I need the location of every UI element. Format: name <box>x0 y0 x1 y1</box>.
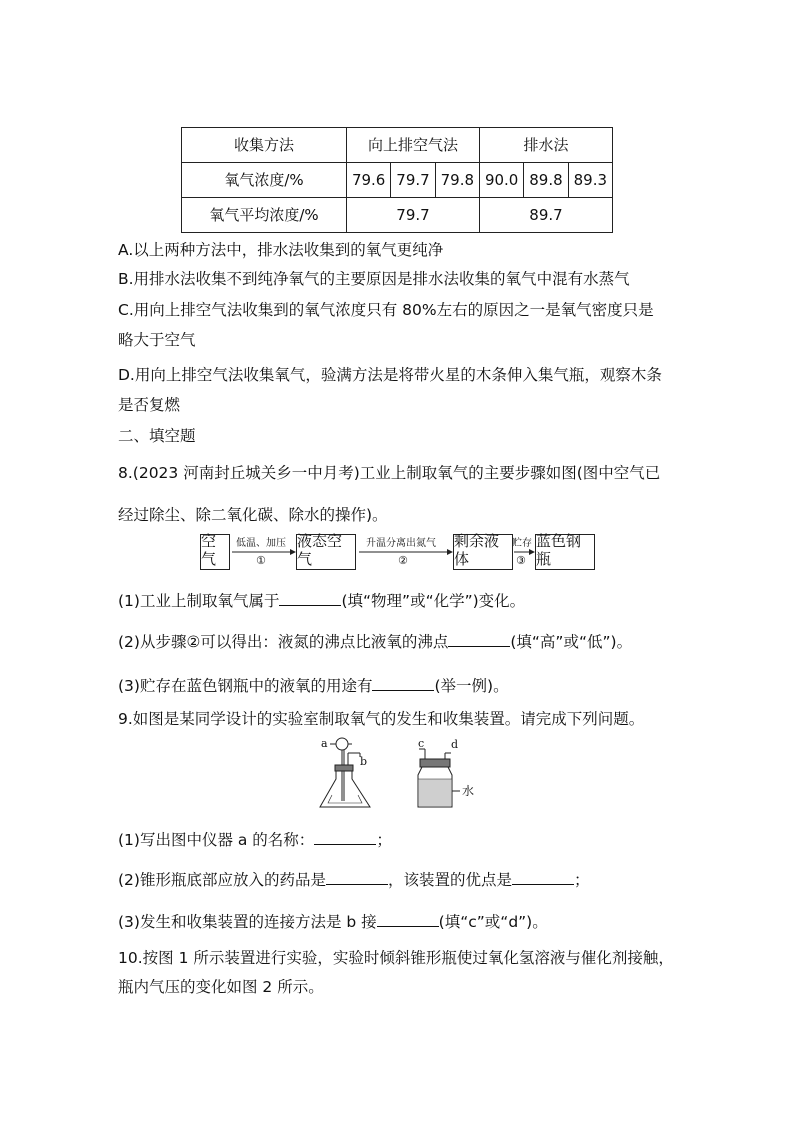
q9-part2: (2)锥形瓶底部应放入的药品是 ，该装置的优点是 ； <box>118 871 590 889</box>
option-a: A.以上两种方法中，排水法收集到的氧气更纯净 <box>118 241 444 259</box>
header-method: 收集方法 <box>182 128 347 163</box>
answer-blank[interactable] <box>377 912 439 927</box>
flow-box-steel-cylinder: 蓝色钢瓶 <box>535 534 595 570</box>
q8-part1: (1)工业上制取氧气属于 (填“物理”或“化学”)变化。 <box>118 592 526 610</box>
q9-part1: (1)写出图中仪器 a 的名称： ； <box>118 831 392 849</box>
label-a: a <box>321 737 328 750</box>
option-d-line2: 是否复燃 <box>118 396 181 414</box>
label-d: d <box>451 738 459 751</box>
lab-apparatus-diagram <box>318 735 488 811</box>
table-cell: 89.7 <box>479 198 612 233</box>
flow-step-1: ① <box>256 554 266 567</box>
row-label: 氧气平均浓度/% <box>182 198 347 233</box>
answer-blank[interactable] <box>512 870 574 885</box>
label-c: c <box>418 737 425 750</box>
answer-blank[interactable] <box>448 632 510 647</box>
q8-part3: (3)贮存在蓝色钢瓶中的液氧的用途有 (举一例)。 <box>118 677 509 695</box>
oxygen-concentration-table <box>181 127 613 233</box>
answer-blank[interactable] <box>279 591 341 606</box>
table-cell: 79.8 <box>435 163 479 198</box>
flow-step-3: ③ <box>516 554 526 567</box>
table-header-row <box>182 128 613 163</box>
flow-box-air: 空气 <box>200 534 230 570</box>
flow-arrow-label-3: 贮存 <box>512 538 532 549</box>
q8-line1: 8.(2023 河南封丘城关乡一中月考)工业上制取氧气的主要步骤如图(图中空气已 <box>118 464 661 482</box>
answer-blank[interactable] <box>326 870 388 885</box>
option-c-line1: C.用向上排空气法收集到的氧气浓度只有 80%左右的原因之一是氧气密度只是 <box>118 301 654 319</box>
flow-box-liquid-air: 液态空气 <box>296 534 356 570</box>
gas-collecting-bottle-icon <box>418 749 460 807</box>
table-cell: 89.3 <box>568 163 612 198</box>
section-title: 二、填空题 <box>118 427 196 445</box>
option-b: B.用排水法收集不到纯净氧气的主要原因是排水法收集的氧气中混有水蒸气 <box>118 270 630 288</box>
flow-box-remaining-liquid: 剩余液体 <box>453 534 513 570</box>
q9-line1: 9.如图是某同学设计的实验室制取氧气的发生和收集装置。请完成下列问题。 <box>118 710 645 728</box>
option-c-line2: 略大于空气 <box>118 331 196 349</box>
header-water: 排水法 <box>479 128 612 163</box>
q8-line2: 经过除尘、除二氧化碳、除水的操作)。 <box>118 506 388 524</box>
table-cell: 89.8 <box>524 163 568 198</box>
table-row <box>182 163 613 198</box>
table-row <box>182 198 613 233</box>
flow-step-2: ② <box>398 554 408 567</box>
option-d-line1: D.用向上排空气法收集氧气，验满方法是将带火星的木条伸入集气瓶，观察木条 <box>118 366 662 384</box>
answer-blank[interactable] <box>372 676 434 691</box>
table-cell: 79.7 <box>347 198 480 233</box>
answer-blank[interactable] <box>314 830 376 845</box>
q8-part2: (2)从步骤②可以得出：液氮的沸点比液氧的沸点 (填“高”或“低”)。 <box>118 633 633 651</box>
table-cell: 79.7 <box>391 163 435 198</box>
q9-part3: (3)发生和收集装置的连接方法是 b 接 (填“c”或“d”)。 <box>118 913 548 931</box>
oxygen-production-flowchart <box>200 534 600 574</box>
q10-line2: 瓶内气压的变化如图 2 所示。 <box>118 978 324 996</box>
table-cell: 90.0 <box>479 163 523 198</box>
flow-arrow-label-2: 升温分离出氮气 <box>366 538 436 549</box>
label-b: b <box>360 755 368 768</box>
q10-line1: 10.按图 1 所示装置进行实验，实验时倾斜锥形瓶使过氧化氢溶液与催化剂接触， <box>118 949 674 967</box>
row-label: 氧气浓度/% <box>182 163 347 198</box>
table-cell: 79.6 <box>347 163 391 198</box>
flow-arrow-label-1: 低温、加压 <box>236 538 286 549</box>
header-upward-air: 向上排空气法 <box>347 128 480 163</box>
label-water: 水 <box>462 784 475 798</box>
